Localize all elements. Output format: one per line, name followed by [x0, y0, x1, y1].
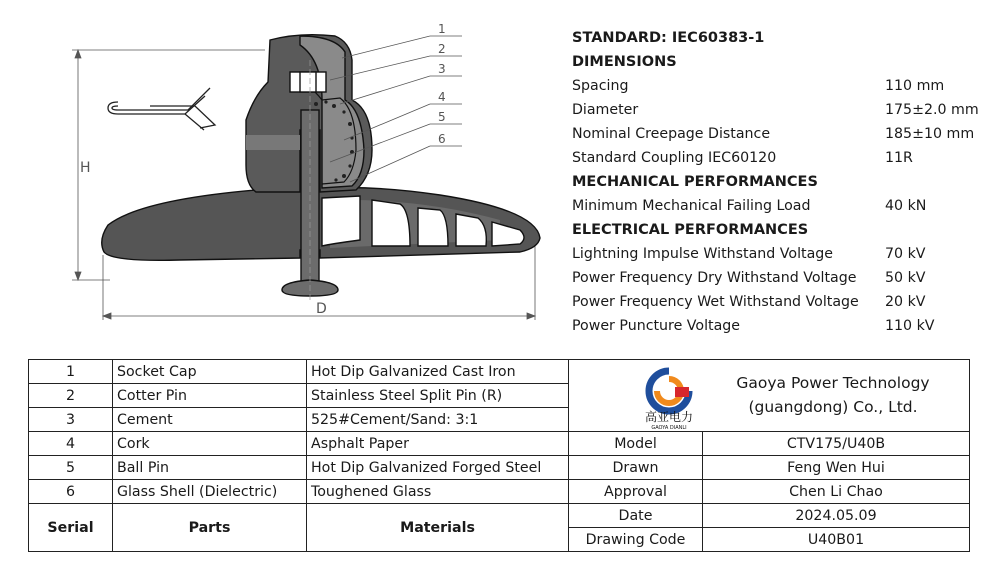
- model-value: CTV175/U40B: [703, 432, 970, 456]
- electrical-heading: ELECTRICAL PERFORMANCES: [572, 222, 809, 238]
- company-name: [719, 371, 947, 419]
- callout-3: 3: [438, 62, 446, 76]
- company-line-1: Gaoya Power Technology: [736, 373, 930, 392]
- material-cell: Asphalt Paper: [307, 432, 569, 456]
- spec-label: Diameter: [572, 102, 639, 118]
- material-cell: Hot Dip Galvanized Forged Steel: [307, 456, 569, 480]
- table-row: [29, 504, 970, 528]
- dimensions-heading: DIMENSIONS: [572, 54, 677, 70]
- spec-label: Minimum Mechanical Failing Load: [572, 198, 811, 214]
- spec-row: [572, 146, 992, 170]
- logo-subtext: GAOYA DIANLI: [651, 424, 687, 431]
- part-cell: Cement: [113, 408, 307, 432]
- header-serial: Serial: [29, 504, 113, 552]
- approval-label: Approval: [569, 480, 703, 504]
- glass-shell: [102, 188, 540, 261]
- mechanical-heading: MECHANICAL PERFORMANCES: [572, 174, 818, 190]
- callout-1: 1: [438, 22, 446, 36]
- spec-value: 50 kV: [885, 270, 926, 286]
- material-cell: Toughened Glass: [307, 480, 569, 504]
- spec-label: Standard Coupling IEC60120: [572, 150, 777, 166]
- part-cell: Socket Cap: [113, 360, 307, 384]
- gaoya-logo-icon: [631, 365, 707, 431]
- spec-value: 40 kN: [885, 198, 927, 214]
- date-label: Date: [569, 504, 703, 528]
- spec-label: Power Frequency Wet Withstand Voltage: [572, 294, 859, 310]
- table-row: [29, 360, 970, 384]
- cotter-pin-detail: [108, 88, 215, 130]
- model-label: Model: [569, 432, 703, 456]
- spec-label: Lightning Impulse Withstand Voltage: [572, 246, 834, 262]
- table-row: [29, 456, 970, 480]
- drawn-label: Drawn: [569, 456, 703, 480]
- drawing-code-label: Drawing Code: [569, 528, 703, 552]
- spec-row: [572, 98, 992, 122]
- spec-value: 185±10 mm: [885, 126, 975, 142]
- serial-cell: 4: [29, 432, 113, 456]
- spec-value: 175±2.0 mm: [885, 102, 979, 118]
- material-cell: Hot Dip Galvanized Cast Iron: [307, 360, 569, 384]
- spec-value: 20 kV: [885, 294, 926, 310]
- part-cell: Ball Pin: [113, 456, 307, 480]
- approval-value: Chen Li Chao: [703, 480, 970, 504]
- part-cell: Cotter Pin: [113, 384, 307, 408]
- serial-cell: 3: [29, 408, 113, 432]
- drawn-value: Feng Wen Hui: [703, 456, 970, 480]
- spec-label: Power Frequency Dry Withstand Voltage: [572, 270, 857, 286]
- spec-value: 70 kV: [885, 246, 926, 262]
- spec-row: [572, 194, 992, 218]
- serial-cell: 2: [29, 384, 113, 408]
- spec-label: Power Puncture Voltage: [572, 318, 741, 334]
- date-value: 2024.05.09: [703, 504, 970, 528]
- spec-row: [572, 290, 992, 314]
- spec-row: [572, 314, 992, 338]
- table-row: [29, 432, 970, 456]
- logo-text: 高亚电力: [644, 409, 694, 424]
- standard-heading: STANDARD: IEC60383-1: [572, 30, 765, 46]
- spec-row: [572, 74, 992, 98]
- spec-row: [572, 242, 992, 266]
- spec-value: 11R: [885, 150, 913, 166]
- specifications-panel: [572, 26, 992, 338]
- serial-cell: 5: [29, 456, 113, 480]
- spec-row: [572, 122, 992, 146]
- material-cell: Stainless Steel Split Pin (R): [307, 384, 569, 408]
- spec-label: Nominal Creepage Distance: [572, 126, 771, 142]
- spec-label: Spacing: [572, 78, 629, 94]
- serial-cell: 1: [29, 360, 113, 384]
- material-cell: 525#Cement/Sand: 3:1: [307, 408, 569, 432]
- serial-cell: 6: [29, 480, 113, 504]
- callout-2: 2: [438, 42, 446, 56]
- part-cell: Glass Shell (Dielectric): [113, 480, 307, 504]
- header-materials: Materials: [307, 504, 569, 552]
- spec-value: 110 mm: [885, 78, 945, 94]
- callout-6: 6: [438, 132, 446, 146]
- spec-row: [572, 266, 992, 290]
- callout-4: 4: [438, 90, 446, 104]
- parts-title-block-table: [28, 359, 970, 552]
- company-line-2: (guangdong) Co., Ltd.: [748, 397, 918, 416]
- spec-value: 110 kV: [885, 318, 935, 334]
- company-block: [569, 360, 970, 432]
- dim-d-label: D: [316, 301, 327, 317]
- table-row: [29, 480, 970, 504]
- part-cell: Cork: [113, 432, 307, 456]
- header-parts: Parts: [113, 504, 307, 552]
- dim-h-label: H: [80, 160, 91, 176]
- insulator-technical-drawing: [0, 0, 560, 350]
- callout-5: 5: [438, 110, 446, 124]
- drawing-code-value: U40B01: [703, 528, 970, 552]
